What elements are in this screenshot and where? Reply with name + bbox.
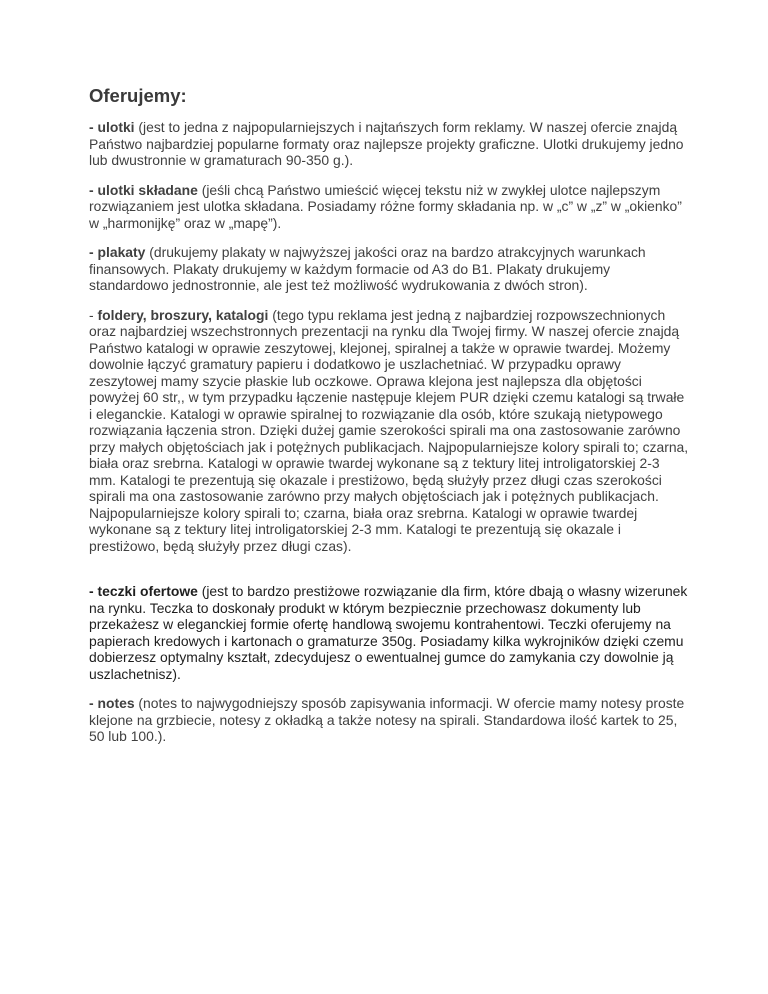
- section-plakaty-body: (drukujemy plakaty w najwyższej jakości oraz na bardzo atrakcyjnych warunkach finansowych. Plakaty drukujemy w każdym formacie od A3 do B1. Plakaty drukujemy standardowo jednostronnie, ale jest też możliwość wydrukowania z dwóch stron).: [89, 244, 646, 293]
- section-plakaty-term: plakaty: [97, 244, 146, 260]
- section-teczki-prefix: -: [89, 583, 98, 599]
- section-plakaty: [89, 244, 689, 294]
- section-ulotki-body: (jest to jedna z najpopularniejszych i najtańszych form reklamy. W naszej ofercie znajdą Państwo najbardziej popularne formaty oraz najlepsze projekty graficzne. Ulotki drukujemy jedno lub dwustronnie w gramaturach 90-350 g.).: [89, 119, 684, 168]
- section-ulotki-skladane: [89, 182, 689, 232]
- section-plakaty-prefix: -: [89, 244, 98, 260]
- section-foldery-body: (tego typu reklama jest jedną z najbardziej rozpowszechnionych oraz najbardziej wszechstronnych prezentacji na rynku dla Twojej firmy. W naszej ofercie znajdą Państwo katalogi w oprawie zeszytowej, klejonej, spiralnej a także w oprawie twardej. Możemy dowolnie łączyć gramatury papieru i dodatkowo je uszlachetniać. W przypadku oprawy zeszytowej mamy szycie płaskie lub oczkowe. Oprawa klejona jest najlepsza dla objętości powyżej 60 str,, w tym przypadku łączenie następuje klejem PUR dzięki czemu katalogi są trwałe i eleganckie. Katalogi w oprawie spiralnej to rozwiązanie dla osób, które szukają nietypowego rozwiązania łączenia stron. Dzięki dużej gamie szerokości spirali ma ona zastosowanie zarówno przy małych objętościach jak i potężnych publikacjach. Najpopularniejsze kolory spirali to; czarna, biała oraz srebrna. Katalogi w oprawie twardej wykonane są z tektury litej introligatorskiej 2-3 mm. Katalogi te prezentują się okazale i prestiżowo, będą służyły przez długi czas szerokości spirali ma ona zastosowanie zarówno przy małych objętościach jak i potężnych publikacjach. Najpopularniejsze kolory spirali to; czarna, biała oraz srebrna. Katalogi w oprawie twardej wykonane są z tektury litej introligatorskiej 2-3 mm. Katalogi te prezentują się okazale i prestiżowo, będą służyły przez długi czas).: [89, 306, 689, 554]
- section-foldery: [89, 307, 689, 555]
- section-notes: [89, 695, 689, 745]
- section-ulotki-term: ulotki: [97, 119, 135, 135]
- section-ulotki-skladane-body: (jeśli chcą Państwo umieścić więcej tekstu niż w zwykłej ulotce najlepszym rozwiązaniem jest ulotka składana. Posiadamy różne formy składania np. w „c” w „z” w „okienko” w „harmonijkę” oraz w „mapę”).: [89, 181, 682, 231]
- section-teczki-term: teczki ofertowe: [97, 583, 198, 599]
- page-title: Oferujemy:: [89, 85, 187, 106]
- section-teczki: [89, 583, 689, 682]
- section-ulotki-prefix: -: [89, 119, 98, 135]
- section-foldery-prefix: -: [89, 306, 98, 323]
- document-page: [89, 84, 689, 758]
- section-ulotki-skladane-term: ulotki składane: [97, 181, 198, 198]
- section-teczki-body: (jest to bardzo prestiżowe rozwiązanie dla firm, które dbają o własny wizerunek na rynku. Teczka to doskonały produkt w którym bezpiecznie przechowasz dokumenty lub przekażesz w eleganckiej formie ofertę handlową swojemu kontrahentowi. Teczki oferujemy na papierach kredowych i kartonach o gramaturze 350g. Posiadamy kilka wykrojników dzięki czemu dobierzesz optymalny kształt, zdecydujesz o ewentualnej gumce do zamykania czy dowolnie ją uszlachetnisz).: [89, 583, 688, 682]
- section-notes-term: notes: [97, 695, 135, 711]
- section-notes-body: (notes to najwygodniejszy sposób zapisywania informacji. W ofercie mamy notesy proste klejone na grzbiecie, notesy z okładką a także notesy na spirali. Standardowa ilość kartek to 25, 50 lub 100.).: [89, 695, 685, 744]
- section-notes-prefix: -: [89, 695, 98, 711]
- section-ulotki-skladane-prefix: -: [89, 181, 98, 198]
- section-ulotki: [89, 119, 689, 169]
- section-foldery-term: foldery, broszury, katalogi: [97, 306, 269, 323]
